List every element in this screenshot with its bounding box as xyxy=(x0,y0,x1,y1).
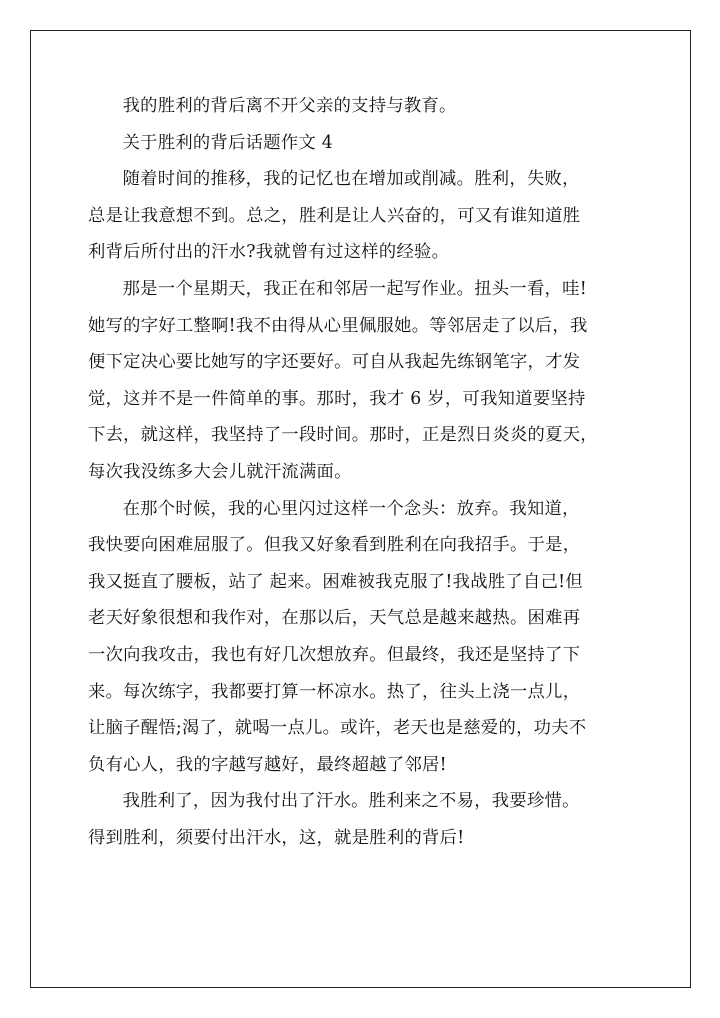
paragraph-3 xyxy=(88,161,636,271)
text-line: 我胜利了，因为我付出了汗水。胜利来之不易，我要珍惜。 xyxy=(122,791,580,812)
text-line: 来。每次练字，我都要打算一杯凉水。热了，往头上浇一点儿， xyxy=(88,681,581,702)
paragraph-4 xyxy=(88,271,636,491)
text-line: 那是一个星期天，我正在和邻居一起写作业。扭头一看，哇! xyxy=(122,278,587,299)
text-line: 每次我没练多大会儿就汗流满面。 xyxy=(88,461,352,482)
text-line: 让脑子醒悟;渴了，就喝一点儿。或许，老天也是慈爱的，功夫不 xyxy=(88,718,587,739)
paragraph-5 xyxy=(88,491,636,784)
text-line: 我的胜利的背后离不开父亲的支持与教育。 xyxy=(122,96,457,116)
document-body xyxy=(88,88,636,856)
text-line: 觉，这并不是一件简单的事。那时，我才 6 岁，可我知道要坚持 xyxy=(88,388,586,409)
text-line: 利背后所付出的汗水?我就曾有过这样的经验。 xyxy=(88,242,450,263)
text-line: 她写的字好工整啊!我不由得从心里佩服她。等邻居走了以后，我 xyxy=(88,315,588,336)
text-line: 得到胜利，须要付出汗水，这，就是胜利的背后! xyxy=(88,827,465,848)
text-line: 便下定决心要比她写的字还要好。可自从我起先练钢笔字，才发 xyxy=(88,352,581,373)
text-line: 在那个时候，我的心里闪过这样一个念头：放弃。我知道， xyxy=(122,498,580,519)
text-line: 我快要向困难屈服了。但我又好象看到胜利在向我招手。于是， xyxy=(88,535,581,556)
paragraph-6 xyxy=(88,783,636,856)
text-line: 我又挺直了腰板，站了 起来。困难被我克服了!我战胜了自己!但 xyxy=(88,571,583,592)
text-line: 总是让我意想不到。总之，胜利是让人兴奋的，可又有谁知道胜 xyxy=(88,205,581,226)
text-line: 老天好象很想和我作对，在那以后，天气总是越来越热。困难再 xyxy=(88,608,581,629)
text-line: 随着时间的推移，我的记忆也在增加或削减。胜利，失败， xyxy=(122,169,580,190)
text-line: 负有心人，我的字越写越好，最终超越了邻居! xyxy=(88,754,447,775)
essay-title xyxy=(88,125,636,162)
text-line: 关于胜利的背后话题作文 4 xyxy=(122,132,334,153)
text-line: 一次向我攻击，我也有好几次想放弃。但最终，我还是坚持了下 xyxy=(88,644,581,665)
paragraph-1 xyxy=(88,88,636,125)
text-line: 下去，就这样，我坚持了一段时间。那时，正是烈日炎炎的夏天， xyxy=(88,425,598,446)
